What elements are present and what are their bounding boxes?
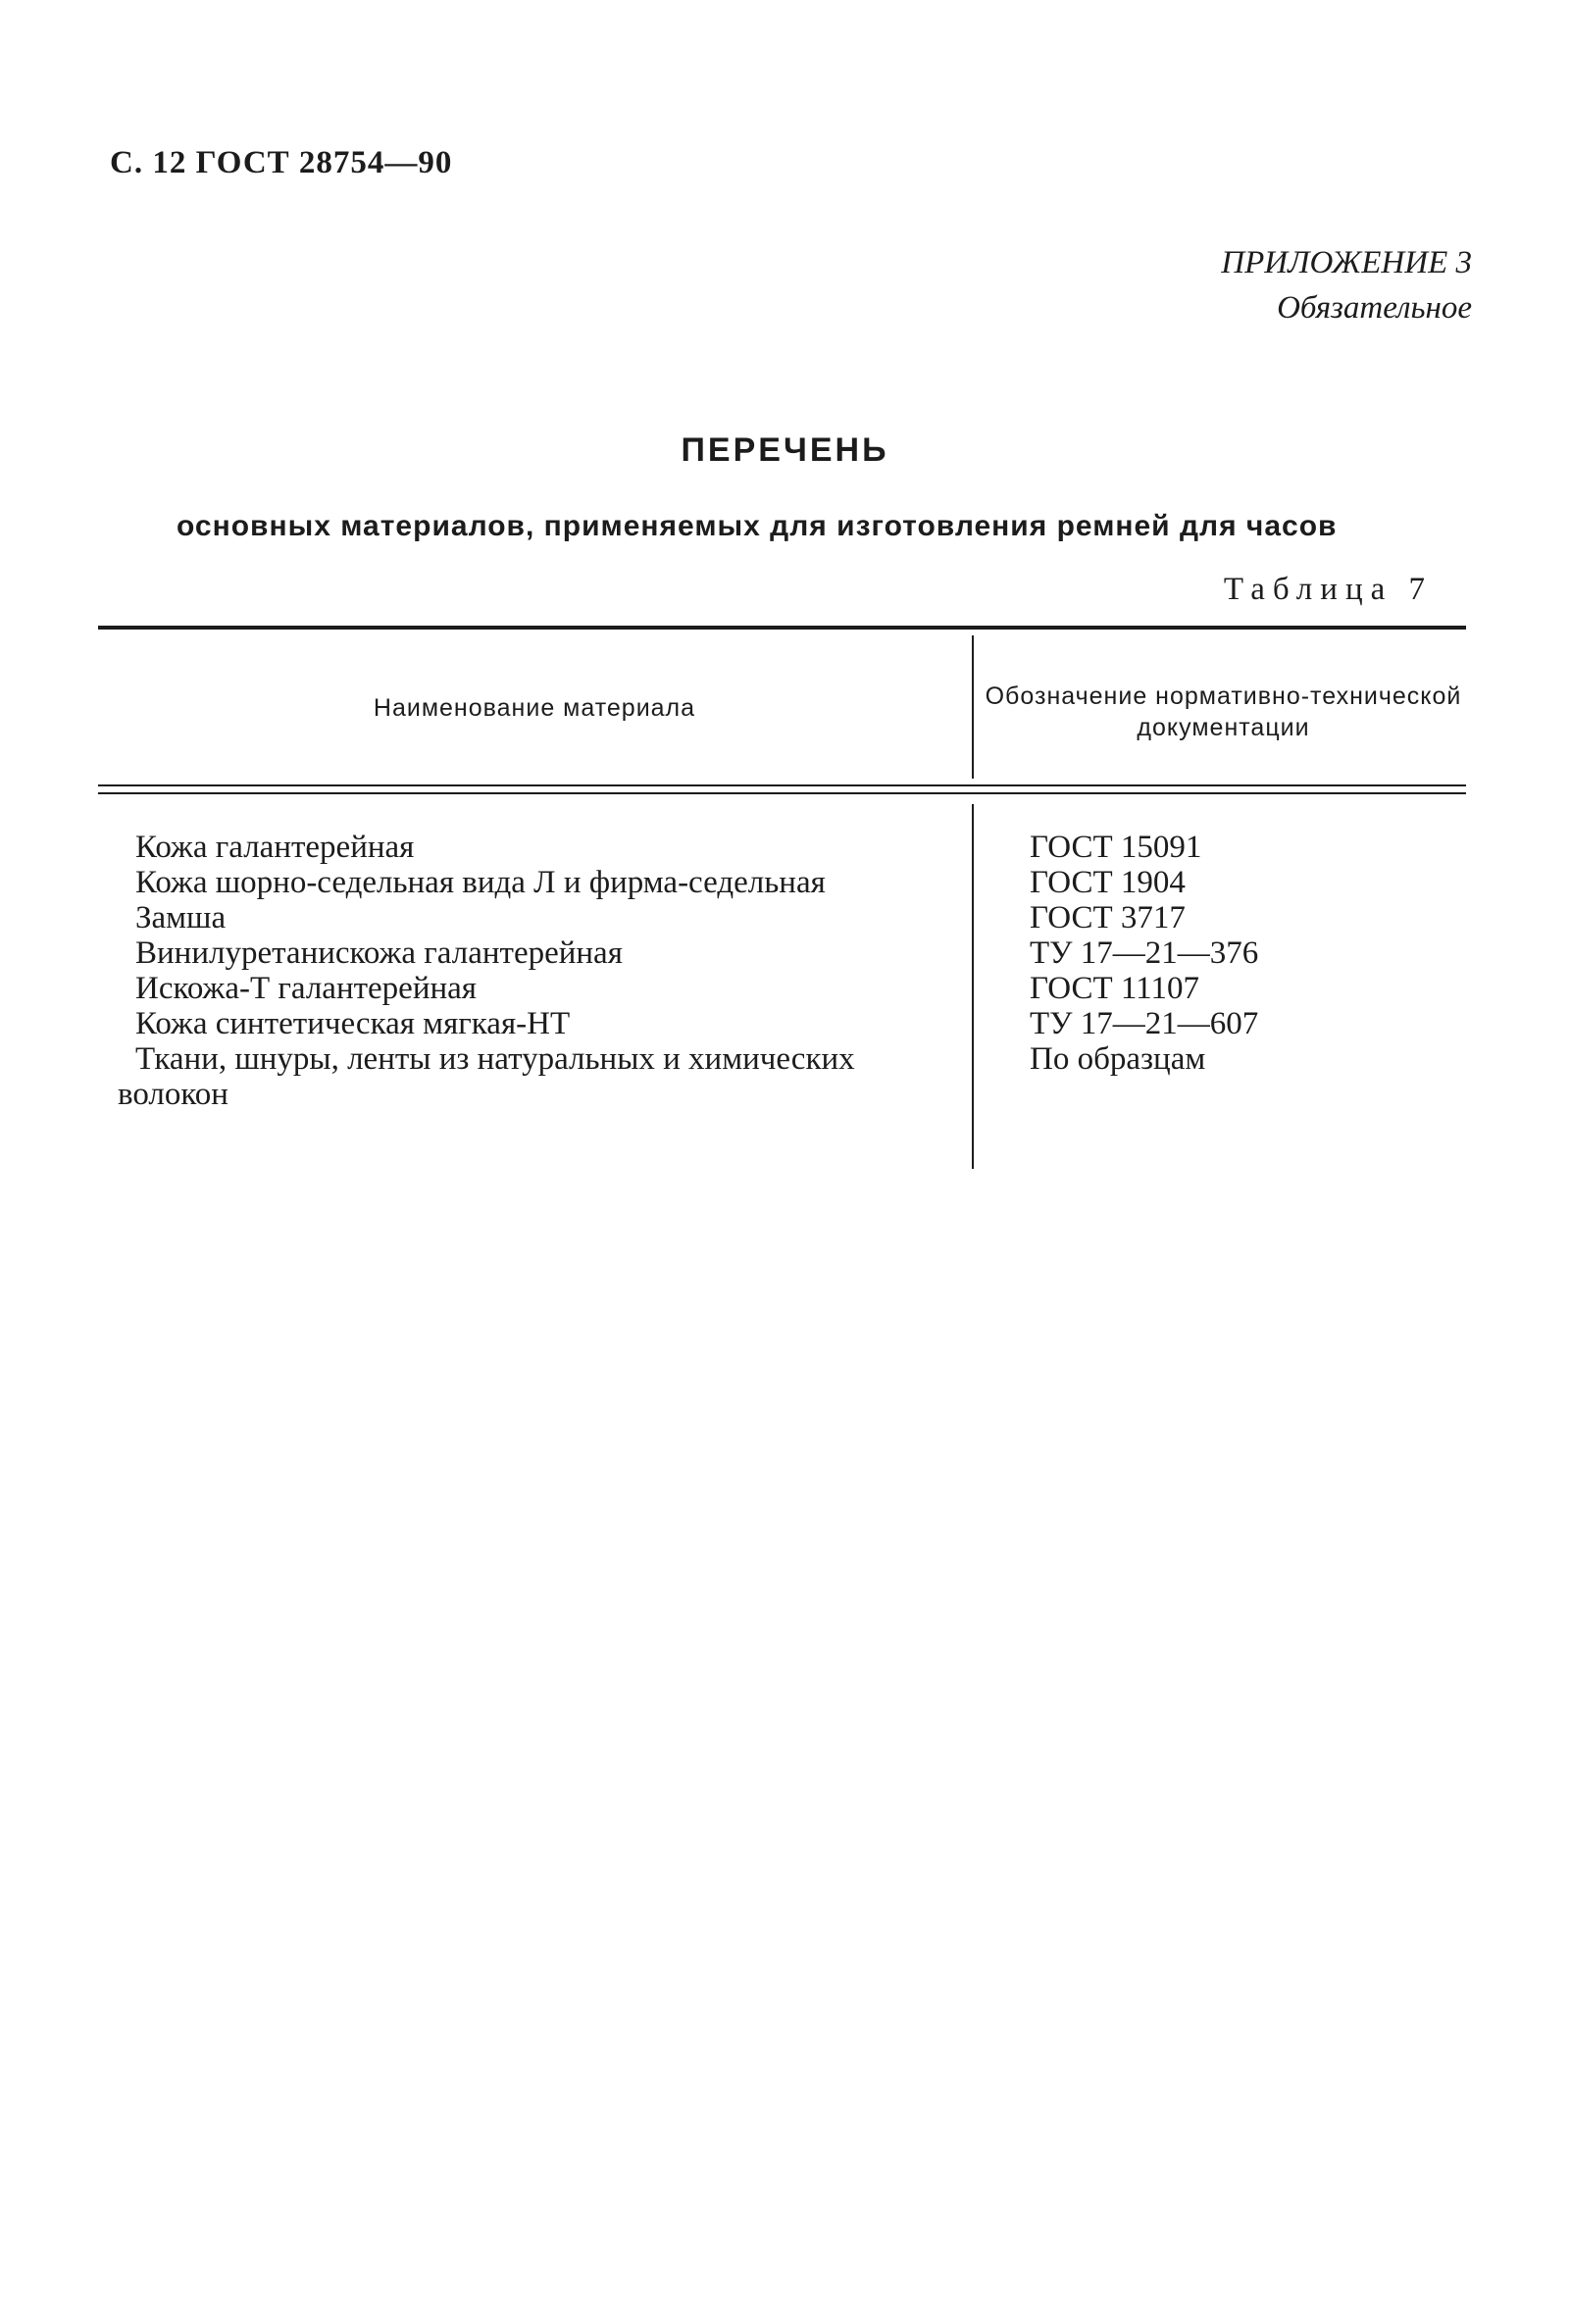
table-row: [118, 830, 1471, 865]
material-cell: Ткани, шнуры, ленты из натуральных и химических волокон: [118, 1041, 855, 1112]
table-top-rule: [98, 626, 1466, 630]
page-header: С. 12 ГОСТ 28754—90: [110, 145, 453, 180]
doc-cell: ГОСТ 1904: [1030, 865, 1186, 900]
table-row: [118, 1006, 1471, 1041]
table-row: [118, 865, 1471, 900]
material-cell: Кожа синтетическая мягкая-НТ: [135, 1006, 571, 1041]
material-cell: Кожа шорно-седельная вида Л и фирма-седельная: [135, 865, 826, 900]
document-title: ПЕРЕЧЕНЬ: [681, 431, 889, 469]
material-cell: Искожа-Т галантерейная: [135, 971, 477, 1006]
document-subtitle: основных материалов, применяемых для изготовления ремней для часов: [177, 510, 1338, 542]
table-row: [118, 1041, 1471, 1112]
header-double-rule: [98, 784, 1466, 794]
appendix-block: [982, 240, 1472, 330]
header-column-divider: [972, 635, 974, 779]
material-cell: Кожа галантерейная: [135, 830, 415, 865]
header-doc: Обозначение нормативно-технической документации: [985, 682, 1462, 741]
doc-cell: ГОСТ 11107: [1030, 971, 1199, 1006]
table-row: [118, 971, 1471, 1006]
appendix-status: Обязательное: [1277, 290, 1472, 326]
header-material: Наименование материала: [373, 694, 696, 722]
material-cell: Замша: [135, 900, 227, 935]
doc-cell: По образцам: [1030, 1041, 1206, 1077]
doc-cell: ГОСТ 15091: [1030, 830, 1202, 865]
doc-cell: ТУ 17—21—607: [1030, 1006, 1259, 1041]
table-row: [118, 935, 1471, 971]
doc-cell: ГОСТ 3717: [1030, 900, 1186, 935]
materials-table-body: [118, 830, 1471, 1112]
table-row: [118, 900, 1471, 935]
appendix-label: ПРИЛОЖЕНИЕ 3: [1221, 245, 1472, 280]
material-cell: Винилуретанискожа галантерейная: [135, 935, 623, 971]
table-label: Таблица 7: [1223, 572, 1433, 607]
doc-cell: ТУ 17—21—376: [1030, 935, 1259, 971]
